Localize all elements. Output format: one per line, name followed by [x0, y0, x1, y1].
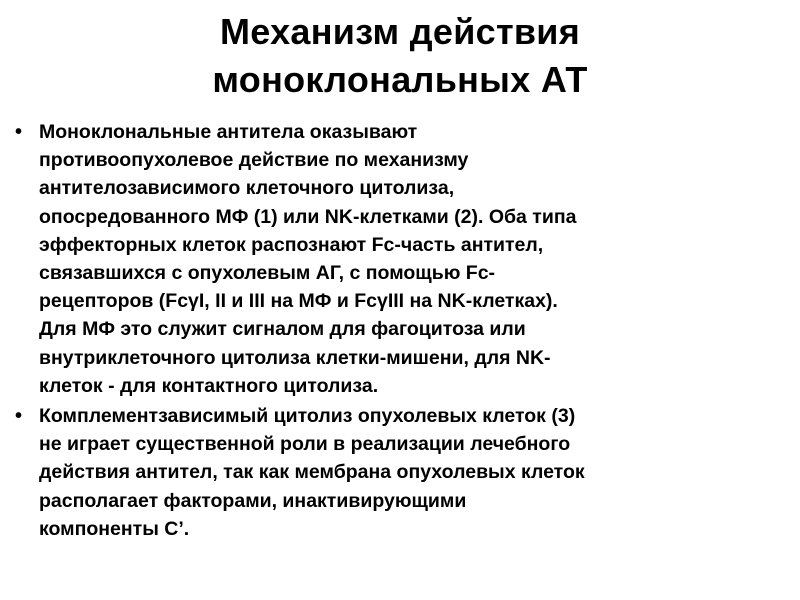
title-line: моноклональных АТ [212, 59, 588, 100]
bullet-line: клеток - для контактного цитолиза. [39, 374, 379, 397]
bullet-line: связавшихся с опухолевым АГ, с помощью Fc- [39, 262, 496, 285]
bullet-list [13, 118, 783, 545]
bullet-line: Для МФ это служит сигналом для фагоцитоза или [39, 318, 526, 341]
bullet-line: эффекторных клеток распознают Fc-часть антител, [39, 233, 544, 256]
bullet-line: действия антител, так как мембрана опухолевых клеток [39, 461, 585, 484]
bullet-line: опосредованного МФ (1) или NK-клетками (2). Оба типа [39, 205, 577, 228]
bullet-line: компоненты С’. [39, 517, 190, 540]
bullet-line: не играет существенной роли в реализации лечебного [39, 433, 571, 456]
bullet-icon: • [15, 405, 23, 428]
bullet-item-adcc [13, 118, 783, 400]
slide-title [60, 8, 740, 104]
bullet-line: Комплементзависимый цитолиз опухолевых клеток (3) [39, 405, 576, 428]
bullet-line: Моноклональные антитела оказывают [39, 121, 418, 143]
bullet-line: располагает факторами, инактивирующими [39, 489, 467, 512]
bullet-line: антителозависимого клеточного цитолиза, [39, 177, 455, 200]
title-line: Механизм действия [219, 11, 581, 52]
bullet-line: внутриклеточного цитолиза клетки-мишени, для NK- [39, 346, 551, 369]
bullet-line: противоопухолевое действие по механизму [39, 149, 469, 172]
bullet-icon: • [15, 121, 23, 143]
bullet-item-cdc [13, 402, 783, 543]
bullet-line: рецепторов (FcγI, II и III на МФ и FcγIII на NK-клетках). [39, 290, 558, 313]
